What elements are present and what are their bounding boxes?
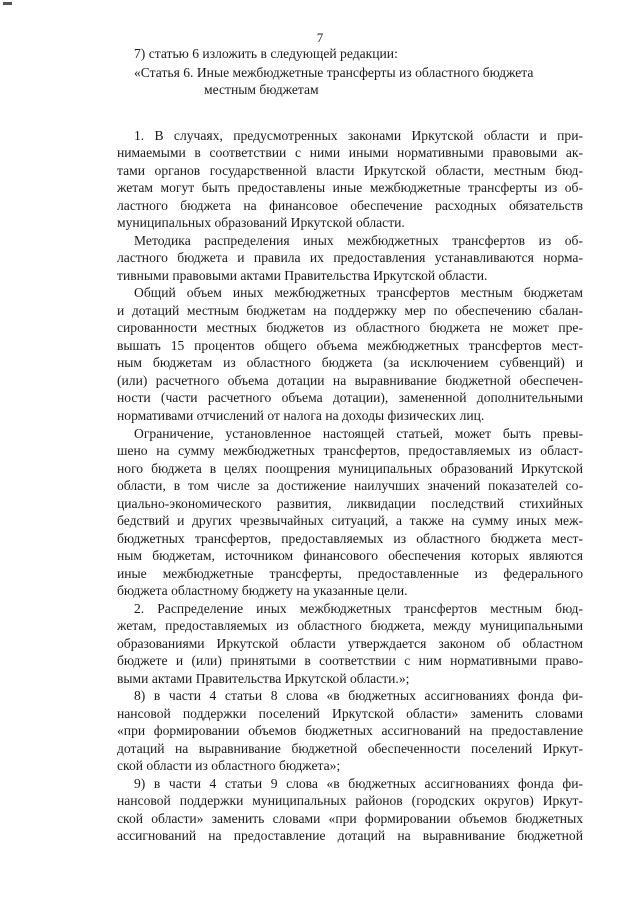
body-line: жетам могут быть предоставлены иные межбюджетные трансферты из об- bbox=[117, 180, 583, 195]
body-line: циально-экономического развития, ликвидации последствий стихийных bbox=[117, 496, 583, 511]
body-line: образованиями Иркутской области утверждается законом об областном bbox=[117, 636, 583, 651]
body-line: ластного бюджета на финансовое обеспечение расходных обязательств bbox=[117, 198, 583, 213]
amendment-item-7-intro: 7) статью 6 изложить в следующей редакции: bbox=[134, 46, 398, 61]
body-line: иные межбюджетные трансферты, предоставленные из федерального bbox=[117, 566, 583, 581]
body-line: шено на сумму межбюджетных трансфертов, предоставляемых из област- bbox=[117, 443, 583, 458]
body-line: Методика распределения иных межбюджетных трансфертов из об- bbox=[134, 233, 583, 248]
page-number: 7 bbox=[316, 30, 324, 45]
body-line: нансовой поддержки поселений Иркутской области» заменить словами bbox=[117, 706, 583, 721]
body-line: муниципальных образований Иркутской области. bbox=[117, 215, 405, 230]
body-line: бюджетных трансфертов, предоставляемых из областного бюджета мест- bbox=[117, 531, 583, 546]
body-line: ным бюджетам, источником финансового обеспечения которых являются bbox=[117, 548, 583, 563]
body-line: ской области из областного бюджета»; bbox=[117, 758, 341, 773]
body-line: дотаций на выравнивание бюджетной обеспеченности поселений Иркут- bbox=[117, 741, 583, 756]
body-line: бюджете и (или) принятыми в соответствии с ним нормативными право- bbox=[117, 653, 583, 668]
body-line: Ограничение, установленное настоящей статьей, может быть превы- bbox=[134, 426, 583, 441]
scan-corner-mark bbox=[3, 2, 12, 5]
body-line: выми актами Правительства Иркутской области.»; bbox=[117, 671, 410, 686]
body-line: 9) в части 4 статьи 9 слова «в бюджетных ассигнованиях фонда фи- bbox=[134, 776, 583, 791]
body-line: и дотаций местным бюджетам на поддержку мер по обеспечению сбалан- bbox=[117, 303, 583, 318]
body-line: 2. Распределение иных межбюджетных трансфертов местным бюд- bbox=[134, 601, 583, 616]
body-line: области, в том числе за достижение наилучших значений показателей со- bbox=[117, 478, 583, 493]
body-line: тами органов государственной власти Иркутской области, местным бюд- bbox=[117, 163, 583, 178]
body-line: ластного бюджета и правила их предоставления устанавливаются норма- bbox=[117, 250, 583, 265]
body-line: Общий объем иных межбюджетных трансфертов местным бюджетам bbox=[134, 285, 583, 300]
body-line: вышать 15 процентов общего объема межбюджетных трансфертов мест- bbox=[117, 338, 583, 353]
body-line: 1. В случаях, предусмотренных законами Иркутской области и при- bbox=[134, 128, 583, 143]
body-line: тивными правовыми актами Правительства Иркутской области. bbox=[117, 268, 488, 283]
body-line: ской области» заменить словами «при формировании объемов бюджетных bbox=[117, 811, 583, 826]
body-line: (или) расчетного объема дотации на выравнивание бюджетной обеспечен- bbox=[117, 373, 583, 388]
body-line: ного бюджета в целях поощрения муниципальных образований Иркутской bbox=[117, 461, 583, 476]
body-line: нормативами отчислений от налога на доходы физических лиц. bbox=[117, 408, 485, 423]
body-line: 8) в части 4 статьи 8 слова «в бюджетных ассигнованиях фонда фи- bbox=[134, 688, 583, 703]
article-6-title-line-2: местным бюджетам bbox=[204, 82, 319, 97]
body-line: сированности местных бюджетов из областного бюджета не может пре- bbox=[117, 320, 583, 335]
body-line: бюджета областному бюджету на указанные цели. bbox=[117, 583, 408, 598]
body-line: «при формировании объемов бюджетных ассигнований на предоставление bbox=[117, 723, 583, 738]
body-line: нимаемыми в соответствии с ними иными нормативными правовыми ак- bbox=[117, 145, 583, 160]
body-line: нансовой поддержки муниципальных районов (городских округов) Иркут- bbox=[117, 793, 583, 808]
body-line: жетам, предоставляемых из областного бюджета, между муниципальными bbox=[117, 618, 583, 633]
body-line: ности (части расчетного объема дотации), замененной дополнительными bbox=[117, 390, 583, 405]
article-6-title-line-1: «Статья 6. Иные межбюджетные трансферты из областного бюджета bbox=[134, 65, 534, 80]
body-line: ным бюджетам из областного бюджета (за исключением субвенций) и bbox=[117, 355, 583, 370]
body-line: ассигнований на предоставление дотаций на выравнивание бюджетной bbox=[117, 828, 583, 843]
body-line: бедствий и других чрезвычайных ситуаций, а также на сумму иных меж- bbox=[117, 513, 583, 528]
